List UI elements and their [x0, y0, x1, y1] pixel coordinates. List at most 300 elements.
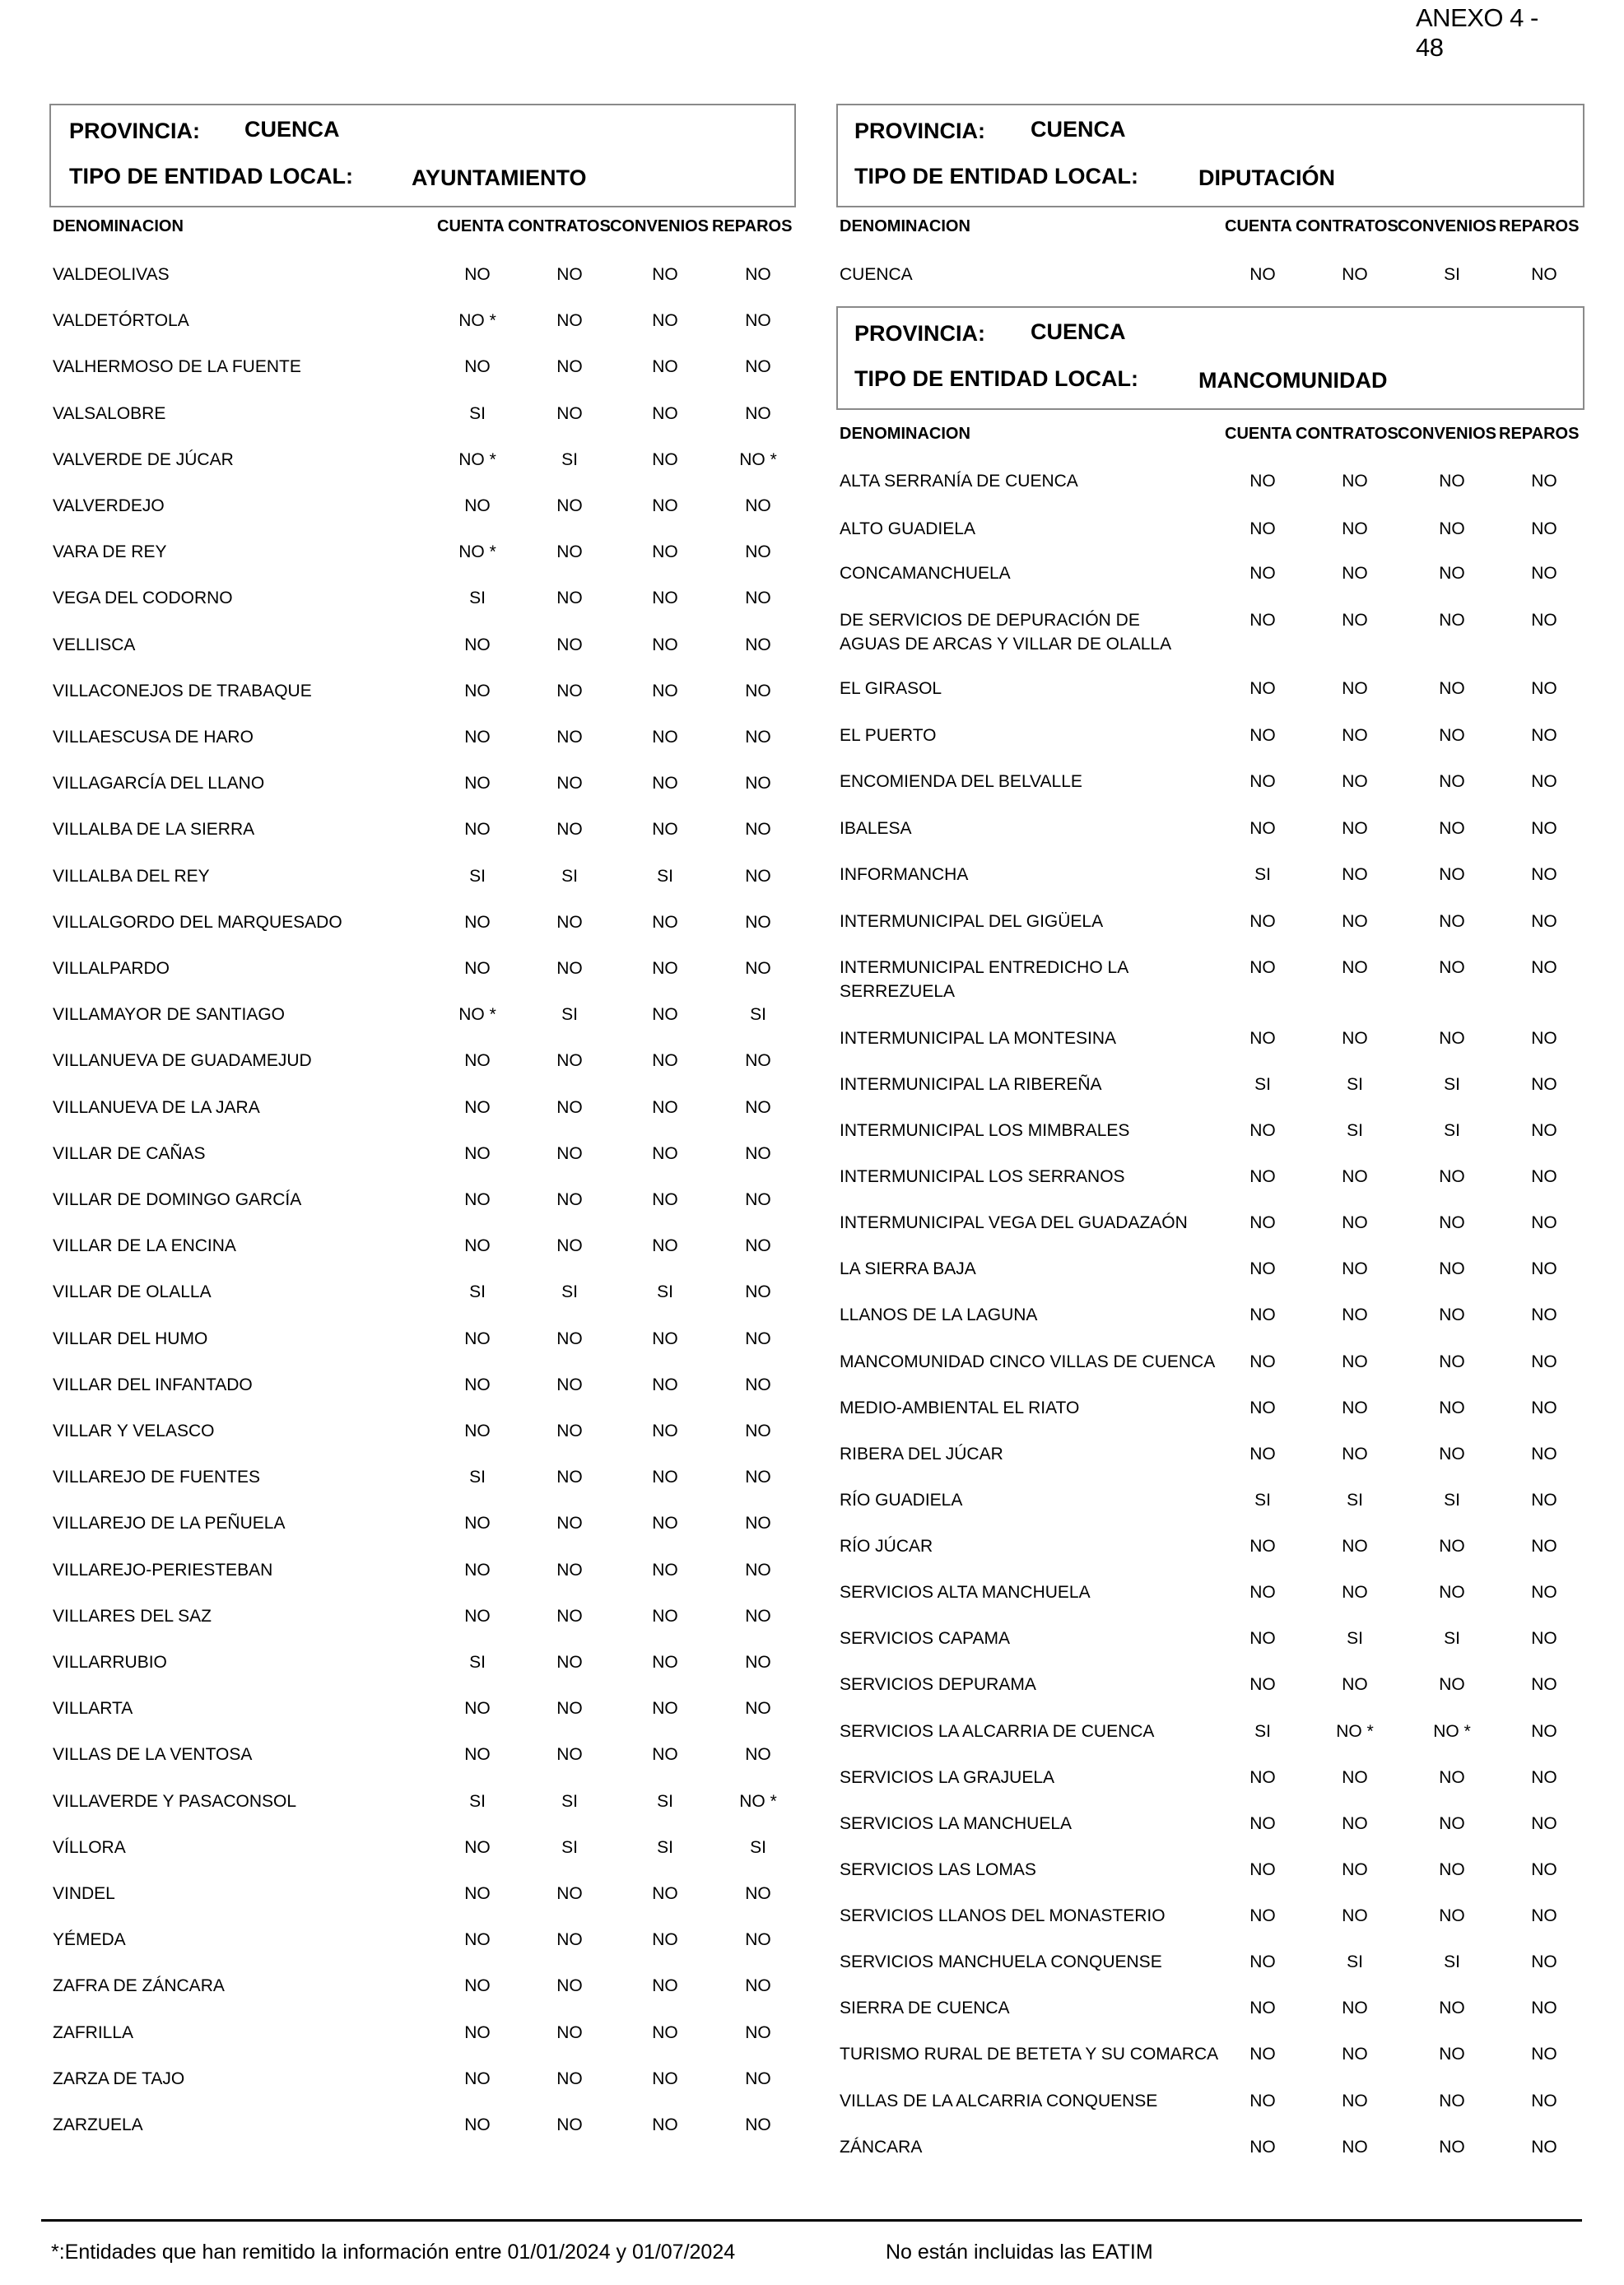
cuenta-cell: NO — [464, 2069, 491, 2088]
reparos-cell: NO — [1531, 1629, 1557, 1648]
convenios-cell: NO — [1439, 2092, 1465, 2110]
cuenta-cell: SI — [469, 1468, 486, 1487]
denominacion-cell: VALDETÓRTOLA — [53, 311, 189, 331]
denominacion-cell: VÍLLORA — [53, 1837, 126, 1857]
convenios-cell: NO — [652, 681, 678, 700]
denominacion-cell: VILLARRUBIO — [53, 1653, 167, 1672]
reparos-cell: NO — [1531, 2045, 1557, 2064]
table-row — [840, 1211, 1594, 1236]
page-label: ANEXO 4 - 48 — [1416, 3, 1538, 62]
cuenta-cell: NO — [464, 1051, 491, 1071]
reparos-cell: NO — [745, 311, 771, 331]
reparos-cell: NO — [745, 866, 771, 886]
cuenta-cell: NO — [464, 496, 491, 515]
convenios-cell: NO — [1439, 2138, 1465, 2157]
contratos-cell: NO — [556, 959, 583, 978]
cuenta-cell: NO — [1249, 1213, 1276, 1232]
table-row — [840, 1442, 1594, 1467]
header-denominacion: DENOMINACION — [840, 425, 970, 443]
contratos-cell: NO — [1342, 1906, 1368, 1925]
cuenta-cell: NO — [1249, 1537, 1276, 1556]
denominacion-cell: SERVICIOS LLANOS DEL MONASTERIO — [840, 1906, 1166, 1925]
cuenta-cell: NO — [464, 2022, 491, 2042]
table-row — [53, 2021, 807, 2045]
convenios-cell: NO — [652, 403, 678, 423]
contratos-cell: NO — [1342, 1860, 1368, 1879]
contratos-cell: NO — [556, 1514, 583, 1533]
reparos-cell: NO — [745, 265, 771, 284]
reparos-cell: NO — [1531, 912, 1557, 931]
cuenta-cell: NO — [1249, 1445, 1276, 1464]
header-contratos: CONTRATOS — [1296, 217, 1398, 235]
convenios-cell: NO — [652, 912, 678, 932]
reparos-cell: NO — [1531, 472, 1557, 491]
tipo-entidad-label: TIPO DE ENTIDAD LOCAL: — [69, 164, 353, 188]
reparos-cell: NO — [1531, 1675, 1557, 1694]
table-row — [53, 1373, 807, 1398]
reparos-cell: NO — [1531, 1999, 1557, 2017]
reparos-cell: NO — [745, 1190, 771, 1209]
denominacion-cell: VILLALPARDO — [53, 959, 170, 978]
cuenta-cell: NO — [464, 774, 491, 793]
convenios-cell: NO — [1439, 1445, 1465, 1464]
table-row — [53, 1234, 807, 1259]
cuenta-cell: SI — [1254, 865, 1271, 884]
denominacion-cell: VILLAS DE LA ALCARRIA CONQUENSE — [840, 2092, 1158, 2110]
denominacion-cell: VILLAVERDE Y PASACONSOL — [53, 1791, 297, 1811]
table-row — [840, 1350, 1594, 1375]
convenios-cell: NO — [652, 1699, 678, 1719]
reparos-cell: NO — [745, 774, 771, 793]
contratos-cell: NO — [556, 2022, 583, 2042]
contratos-cell: NO — [1342, 958, 1368, 977]
convenios-cell: NO — [652, 635, 678, 654]
convenios-cell: NO — [652, 449, 678, 469]
reparos-cell: NO — [1531, 1167, 1557, 1186]
contratos-cell: NO — [556, 1745, 583, 1765]
table-row — [53, 1604, 807, 1629]
convenios-cell: NO — [652, 1976, 678, 1996]
denominacion-cell: MEDIO-AMBIENTAL EL RIATO — [840, 1398, 1080, 1417]
convenios-cell: NO — [1439, 819, 1465, 838]
reparos-cell: NO — [1531, 772, 1557, 791]
reparos-cell: NO — [745, 1930, 771, 1950]
contratos-cell: SI — [561, 449, 578, 469]
contratos-cell: SI — [1347, 1121, 1363, 1140]
header-denominacion: DENOMINACION — [840, 217, 970, 235]
table-row — [53, 1419, 807, 1444]
convenios-cell: NO — [652, 1653, 678, 1672]
cuenta-cell: NO — [1249, 2092, 1276, 2110]
convenios-cell: NO — [1439, 1167, 1465, 1186]
contratos-cell: NO — [1342, 1814, 1368, 1833]
reparos-cell: NO — [1531, 1398, 1557, 1417]
convenios-cell: NO — [1439, 611, 1465, 630]
cuenta-cell: NO — [1249, 1121, 1276, 1140]
convenios-cell: NO — [1439, 1675, 1465, 1694]
tipo-entidad-value: MANCOMUNIDAD — [1198, 368, 1388, 393]
convenios-cell: NO — [1439, 1537, 1465, 1556]
contratos-cell: NO — [1342, 472, 1368, 491]
header-denominacion: DENOMINACION — [53, 217, 184, 235]
cuenta-cell: NO — [464, 1560, 491, 1580]
table-row — [840, 1165, 1594, 1189]
cuenta-cell: NO — [1249, 2138, 1276, 2157]
contratos-cell: NO * — [1336, 1722, 1374, 1741]
contratos-cell: NO — [556, 311, 583, 331]
table-row — [840, 1904, 1594, 1929]
denominacion-cell: LA SIERRA BAJA — [840, 1259, 976, 1278]
convenios-cell: NO — [1439, 519, 1465, 538]
contratos-cell: NO — [1342, 912, 1368, 931]
contratos-cell: NO — [556, 1143, 583, 1163]
convenios-cell: NO — [652, 1745, 678, 1765]
table-row — [840, 1858, 1594, 1882]
convenios-cell: NO — [1439, 726, 1465, 745]
reparos-cell: NO — [745, 1236, 771, 1256]
contratos-cell: NO — [556, 2115, 583, 2134]
contratos-cell: NO — [1342, 1583, 1368, 1602]
cuenta-cell: NO — [464, 1699, 491, 1719]
reparos-cell: NO — [745, 1653, 771, 1672]
contratos-cell: NO — [556, 635, 583, 654]
denominacion-cell: ALTO GUADIELA — [840, 519, 975, 538]
convenios-cell: NO — [652, 959, 678, 978]
cuenta-cell: NO — [464, 1884, 491, 1903]
cuenta-cell: NO — [464, 728, 491, 747]
denominacion-cell: VILLAR DE OLALLA — [53, 1282, 212, 1302]
convenios-cell: NO — [1439, 1398, 1465, 1417]
table-row — [840, 1673, 1594, 1697]
denominacion-cell: VILLAREJO DE FUENTES — [53, 1468, 261, 1487]
reparos-cell: NO — [1531, 1814, 1557, 1833]
table-row — [840, 1766, 1594, 1790]
convenios-cell: SI — [657, 1837, 673, 1857]
contratos-cell: NO — [556, 1653, 583, 1672]
denominacion-cell: VALVERDE DE JÚCAR — [53, 449, 234, 469]
tipo-entidad-value: AYUNTAMIENTO — [412, 165, 587, 190]
denominacion-cell: VILLAR DE CAÑAS — [53, 1143, 206, 1163]
reparos-cell: NO — [1531, 564, 1557, 583]
tipo-entidad-label: TIPO DE ENTIDAD LOCAL: — [854, 164, 1138, 188]
contratos-cell: NO — [1342, 2138, 1368, 2157]
table-row — [53, 1882, 807, 1906]
denominacion-cell: ZARZA DE TAJO — [53, 2069, 185, 2088]
reparos-cell: NO — [745, 2069, 771, 2088]
denominacion-cell: MANCOMUNIDAD CINCO VILLAS DE CUENCA — [840, 1352, 1216, 1371]
provincia-value: CUENCA — [1031, 117, 1126, 142]
reparos-cell: NO — [1531, 519, 1557, 538]
convenios-cell: NO — [1439, 1860, 1465, 1879]
contratos-cell: SI — [561, 1791, 578, 1811]
reparos-cell: NO — [745, 1514, 771, 1533]
table-row — [840, 724, 1594, 748]
provincia-label: PROVINCIA: — [69, 119, 201, 143]
reparos-cell: NO — [745, 728, 771, 747]
reparos-cell: NO — [745, 357, 771, 377]
table-row — [840, 1626, 1594, 1651]
denominacion-cell: EL GIRASOL — [840, 679, 942, 698]
convenios-cell: NO — [652, 311, 678, 331]
denominacion-cell: YÉMEDA — [53, 1930, 126, 1950]
reparos-cell: NO — [745, 542, 771, 562]
reparos-cell: NO — [1531, 1768, 1557, 1787]
reparos-cell: NO — [745, 1097, 771, 1117]
convenios-cell: NO — [652, 1375, 678, 1394]
convenios-cell: NO — [652, 1514, 678, 1533]
table-row — [53, 1789, 807, 1814]
denominacion-cell: ALTA SERRANÍA DE CUENCA — [840, 472, 1078, 491]
header-cuenta: CUENTA — [1225, 425, 1292, 443]
header-reparos: REPAROS — [712, 217, 793, 235]
convenios-cell: NO — [1439, 1029, 1465, 1048]
denominacion-cell: EL PUERTO — [840, 726, 937, 745]
contratos-cell: NO — [1342, 1537, 1368, 1556]
cuenta-cell: NO — [464, 1837, 491, 1857]
table-row — [53, 771, 807, 796]
denominacion-cell: VILLAGARCÍA DEL LLANO — [53, 774, 265, 793]
cuenta-cell: NO — [1249, 472, 1276, 491]
table-row — [53, 1188, 807, 1212]
table-row — [53, 1049, 807, 1073]
convenios-cell: SI — [1444, 1629, 1460, 1648]
contratos-cell: NO — [1342, 865, 1368, 884]
cuenta-cell: NO — [1249, 564, 1276, 583]
denominacion-cell: RÍO GUADIELA — [840, 1491, 963, 1510]
table-row — [53, 263, 807, 287]
contratos-cell: NO — [556, 403, 583, 423]
contratos-cell: NO — [1342, 1675, 1368, 1694]
cuenta-cell: SI — [1254, 1491, 1271, 1510]
denominacion-cell: VILLALBA DE LA SIERRA — [53, 820, 255, 840]
reparos-cell: NO — [745, 403, 771, 423]
denominacion-cell: CONCAMANCHUELA — [840, 564, 1011, 583]
cuenta-cell: NO — [1249, 1259, 1276, 1278]
table-row — [53, 1743, 807, 1767]
denominacion-cell: VILLALBA DEL REY — [53, 866, 210, 886]
reparos-cell: NO — [1531, 2138, 1557, 2157]
contratos-cell: NO — [1342, 772, 1368, 791]
cuenta-cell: NO — [464, 1422, 491, 1440]
table-row — [840, 817, 1594, 841]
cuenta-cell: NO — [464, 1606, 491, 1626]
denominacion-cell: VARA DE REY — [53, 542, 167, 562]
denominacion-cell: ZAFRA DE ZÁNCARA — [53, 1976, 225, 1996]
convenios-cell: NO — [652, 1422, 678, 1440]
denominacion-cell: INFORMANCHA — [840, 865, 969, 884]
denominacion-cell: SERVICIOS CAPAMA — [840, 1629, 1010, 1648]
table-row — [53, 355, 807, 379]
reparos-cell: SI — [750, 1837, 766, 1857]
contratos-cell: SI — [1347, 1952, 1363, 1971]
table-row — [53, 309, 807, 333]
table-row — [53, 1836, 807, 1860]
cuenta-cell: NO — [1249, 265, 1276, 284]
denominacion-cell: LLANOS DE LA LAGUNA — [840, 1305, 1038, 1324]
contratos-cell: SI — [561, 1837, 578, 1857]
cuenta-cell: NO — [1249, 1952, 1276, 1971]
denominacion-cell: SERVICIOS ALTA MANCHUELA — [840, 1583, 1091, 1602]
table-row — [53, 540, 807, 565]
header-convenios: CONVENIOS — [1398, 425, 1497, 443]
convenios-cell: NO — [652, 357, 678, 377]
table-row — [840, 910, 1594, 934]
reparos-cell: NO — [1531, 1583, 1557, 1602]
cuenta-cell: NO — [1249, 1583, 1276, 1602]
contratos-cell: NO — [1342, 819, 1368, 838]
convenios-cell: NO — [1439, 1352, 1465, 1371]
table-row — [53, 956, 807, 981]
denominacion-cell: VILLARTA — [53, 1699, 133, 1719]
reparos-cell: NO — [745, 959, 771, 978]
cuenta-cell: NO — [464, 1190, 491, 1209]
denominacion-cell: INTERMUNICIPAL LA MONTESINA — [840, 1029, 1117, 1048]
cuenta-cell: NO — [464, 959, 491, 978]
denominacion-cell: VILLALGORDO DEL MARQUESADO — [53, 912, 342, 932]
reparos-cell: NO * — [739, 1791, 777, 1811]
reparos-cell: NO — [745, 1375, 771, 1394]
cuenta-cell: NO — [1249, 958, 1276, 977]
denominacion-cell: VALDEOLIVAS — [53, 265, 170, 284]
reparos-cell: NO — [745, 1422, 771, 1440]
table-row — [840, 677, 1594, 701]
header-convenios: CONVENIOS — [1398, 217, 1497, 235]
contratos-cell: NO — [556, 357, 583, 377]
convenios-cell: NO — [652, 1051, 678, 1071]
convenios-cell: NO — [1439, 1768, 1465, 1787]
cuenta-cell: NO — [1249, 1398, 1276, 1417]
table-row — [840, 956, 1594, 1001]
reparos-cell: NO — [745, 2115, 771, 2134]
table-row — [840, 1950, 1594, 1975]
convenios-cell: NO — [652, 1005, 678, 1025]
convenios-cell: SI — [657, 866, 673, 886]
table-row — [840, 1257, 1594, 1282]
reparos-cell: NO — [745, 1606, 771, 1626]
reparos-cell: NO — [745, 1468, 771, 1487]
header-cuenta: CUENTA — [1225, 217, 1292, 235]
convenios-cell: NO — [1439, 865, 1465, 884]
cuenta-cell: NO — [1249, 611, 1276, 630]
cuenta-cell: NO — [1249, 1675, 1276, 1694]
table-row — [840, 1073, 1594, 1097]
cuenta-cell: SI — [469, 589, 486, 608]
reparos-cell: NO — [1531, 1491, 1557, 1510]
contratos-cell: NO — [1342, 679, 1368, 698]
denominacion-cell: SERVICIOS LAS LOMAS — [840, 1860, 1036, 1879]
table-row — [53, 1096, 807, 1120]
contratos-cell: NO — [1342, 1167, 1368, 1186]
table-row — [840, 1488, 1594, 1513]
denominacion-cell: DE SERVICIOS DE DEPURACIÓN DE AGUAS DE ARCAS Y VILLAR DE OLALLA — [840, 611, 1172, 654]
table-row — [53, 1327, 807, 1352]
contratos-cell: NO — [556, 496, 583, 515]
contratos-cell: NO — [1342, 265, 1368, 284]
provincia-label: PROVINCIA: — [854, 119, 986, 143]
cuenta-cell: NO * — [458, 449, 496, 469]
convenios-cell: SI — [1444, 1491, 1460, 1510]
table-row — [840, 2135, 1594, 2160]
cuenta-cell: NO — [1249, 912, 1276, 931]
denominacion-cell: SERVICIOS LA MANCHUELA — [840, 1814, 1073, 1833]
table-row — [53, 1511, 807, 1536]
table-row — [53, 2067, 807, 2092]
reparos-cell: NO — [745, 1143, 771, 1163]
convenios-cell: NO — [1439, 472, 1465, 491]
reparos-cell: NO — [1531, 679, 1557, 698]
reparos-cell: NO — [1531, 1445, 1557, 1464]
cuenta-cell: NO * — [458, 1005, 496, 1025]
cuenta-cell: SI — [469, 403, 486, 423]
contratos-cell: NO — [556, 1375, 583, 1394]
reparos-cell: NO — [745, 2022, 771, 2042]
ayuntamiento-header-box — [49, 104, 796, 207]
convenios-cell: NO — [1439, 1213, 1465, 1232]
contratos-cell: NO — [1342, 1398, 1368, 1417]
denominacion-cell: ENCOMIENDA DEL BELVALLE — [840, 772, 1082, 791]
contratos-cell: NO — [556, 774, 583, 793]
denominacion-cell: VILLARES DEL SAZ — [53, 1606, 212, 1626]
denominacion-cell: CUENCA — [840, 265, 913, 284]
convenios-cell: NO — [1439, 912, 1465, 931]
table-row — [53, 1650, 807, 1675]
reparos-cell: NO — [1531, 1305, 1557, 1324]
convenios-cell: NO — [1439, 679, 1465, 698]
cuenta-cell: NO — [464, 1143, 491, 1163]
provincia-value: CUENCA — [1031, 319, 1126, 344]
contratos-cell: NO — [1342, 519, 1368, 538]
contratos-cell: NO — [556, 728, 583, 747]
cuenta-cell: SI — [469, 866, 486, 886]
reparos-cell: NO — [1531, 726, 1557, 745]
provincia-label: PROVINCIA: — [854, 321, 986, 346]
cuenta-cell: NO — [1249, 772, 1276, 791]
denominacion-cell: VILLAR Y VELASCO — [53, 1422, 215, 1440]
cuenta-cell: NO — [1249, 2045, 1276, 2064]
contratos-cell: NO — [556, 265, 583, 284]
denominacion-cell: SERVICIOS MANCHUELA CONQUENSE — [840, 1952, 1162, 1971]
table-row — [53, 1465, 807, 1490]
cuenta-cell: NO — [1249, 1768, 1276, 1787]
reparos-cell: SI — [750, 1005, 766, 1025]
convenios-cell: NO — [652, 1190, 678, 1209]
convenios-cell: NO — [652, 1143, 678, 1163]
table-row — [53, 448, 807, 472]
table-row — [53, 910, 807, 935]
convenios-cell: NO — [1439, 772, 1465, 791]
header-convenios: CONVENIOS — [610, 217, 710, 235]
convenios-cell: NO — [652, 1097, 678, 1117]
footnote-remitidas: *:Entidades que han remitido la información entre 01/01/2024 y 01/07/2024 — [51, 2241, 736, 2264]
table-row — [53, 1558, 807, 1583]
tipo-entidad-label: TIPO DE ENTIDAD LOCAL: — [854, 366, 1138, 391]
contratos-cell: NO — [556, 1930, 583, 1950]
cuenta-cell: NO — [464, 1375, 491, 1394]
contratos-cell: NO — [1342, 1259, 1368, 1278]
convenios-cell: NO — [1439, 958, 1465, 977]
cuenta-cell: NO — [1249, 1999, 1276, 2017]
reparos-cell: NO — [745, 1329, 771, 1348]
reparos-cell: NO — [745, 1282, 771, 1302]
contratos-cell: NO — [1342, 1352, 1368, 1371]
denominacion-cell: VILLAR DEL HUMO — [53, 1329, 208, 1348]
reparos-cell: NO — [745, 589, 771, 608]
convenios-cell: NO — [652, 2069, 678, 2088]
reparos-cell: NO — [1531, 819, 1557, 838]
reparos-cell: NO — [745, 1884, 771, 1903]
table-row — [53, 679, 807, 704]
table-row — [53, 2113, 807, 2138]
